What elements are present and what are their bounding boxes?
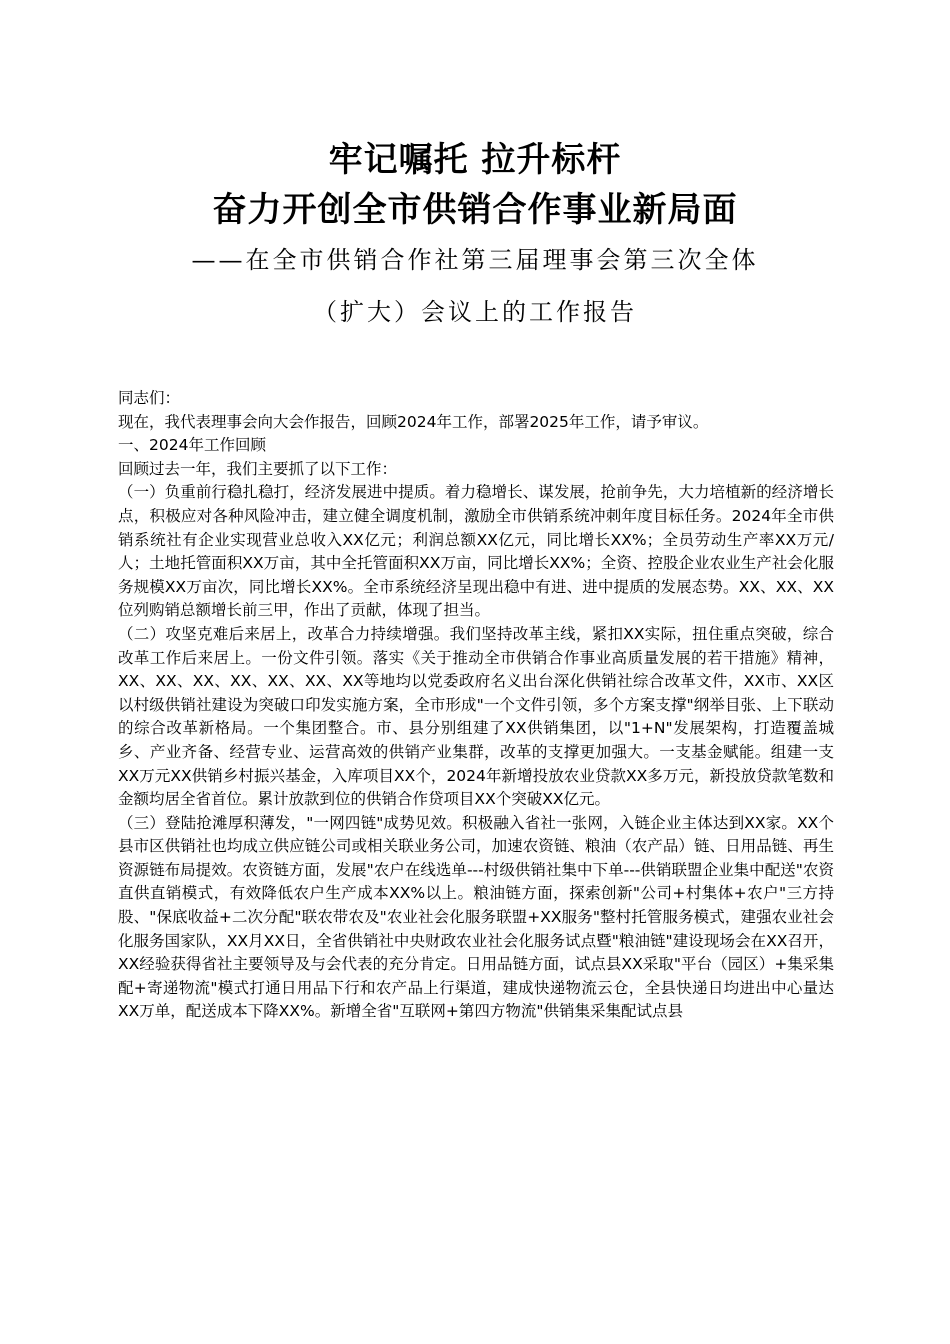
document-subtitle-line1: ——在全市供销合作社第三届理事会第三次全体 <box>191 246 759 274</box>
paragraph-supply-chain: （三）登陆抢滩厚积薄发，"一网四链"成势见效。积极融入省社一张网，入链企业主体达到XX家。XX个县市区供销社也均成立供应链公司或相关联业务公司，加速农资链、粮油（农产品）链、日用品链、再生资源链布局提效。农资链方面，发展"农户在线选单---村级供销社集中下单---供销联盟企业集中配送"农资直供直销模式，有效降低农户生产成本XX%以上。粮油链方面，探索创新"公司+村集体+农户"三方持股、"保底收益+二次分配"联农带农及"农业社会化服务联盟+XX服务"整村托管服务模式，建强农业社会化服务国家队，XX月XX日，全省供销社中央财政农业社会化服务试点暨"粮油链"建设现场会在XX召开，XX经验获得省社主要领导及与会代表的充分肯定。日用品链方面，试点县XX采取"平台（园区）+集采集配+寄递物流"模式打通日用品下行和农产品上行渠道，建成快递物流云仓，全县快递日均进出中心量达XX万单，配送成本下降XX%。新增全省"互联网+第四方物流"供销集采集配试点县 <box>118 813 834 1021</box>
section-heading: 一、2024年工作回顾 <box>118 436 266 455</box>
document-body <box>118 387 834 1024</box>
salutation: 同志们： <box>118 389 181 407</box>
document-subtitle-line2: （扩大）会议上的工作报告 <box>313 298 637 326</box>
paragraph-reform: （二）攻坚克难后来居上，改革合力持续增强。我们坚持改革主线，紧扣XX实际，扭住重点突破，综合改革工作后来居上。一份文件引领。落实《关于推动全市供销合作事业高质量发展的若干措施》精神，XX、XX、XX、XX、XX、XX、XX等地均以党委政府名义出台深化供销社综合改革文件，XX市、XX区以村级供销社建设为突破口印发实施方案，全市形成"一个文件引领，多个方案支撑"纲举目张、上下联动的综合改革新格局。一个集团整合。市、县分别组建了XX供销集团，以"1+N"发展架构，打造覆盖城乡、产业齐备、经营专业、运营高效的供销产业集群，改革的支撑更加强大。一支基金赋能。组建一支XX万元XX供销乡村振兴基金，入库项目XX个，2024年新增投放农业贷款XX多万元，新投放贷款笔数和金额均居全省首位。累计放款到位的供销合作贷项目XX个突破XX亿元。 <box>118 624 834 809</box>
document-title-line1: 牢记嘱托 拉升标杆 <box>328 140 622 180</box>
intro-paragraph: 现在，我代表理事会向大会作报告，回顾2024年工作，部署2025年工作，请予审议。 <box>118 412 709 431</box>
document-title-line2: 奋力开创全市供销合作事业新局面 <box>212 190 738 230</box>
review-intro-paragraph: 回顾过去一年，我们主要抓了以下工作： <box>118 459 398 478</box>
paragraph-economy: （一）负重前行稳扎稳打，经济发展进中提质。着力稳增长、谋发展，抢前争先，大力培植新的经济增长点，积极应对各种风险冲击，建立健全调度机制，激励全市供销系统冲刺年度目标任务。2024年全市供销系统社有企业实现营业总收入XX亿元；利润总额XX亿元，同比增长XX%；全员劳动生产率XX万元/人；土地托管面积XX万亩，其中全托管面积XX万亩，同比增长XX%；全资、控股企业农业生产社会化服务规模XX万亩次，同比增长XX%。全市系统经济呈现出稳中有进、进中提质的发展态势。XX、XX、XX位列购销总额增长前三甲，作出了贡献，体现了担当。 <box>118 483 834 620</box>
